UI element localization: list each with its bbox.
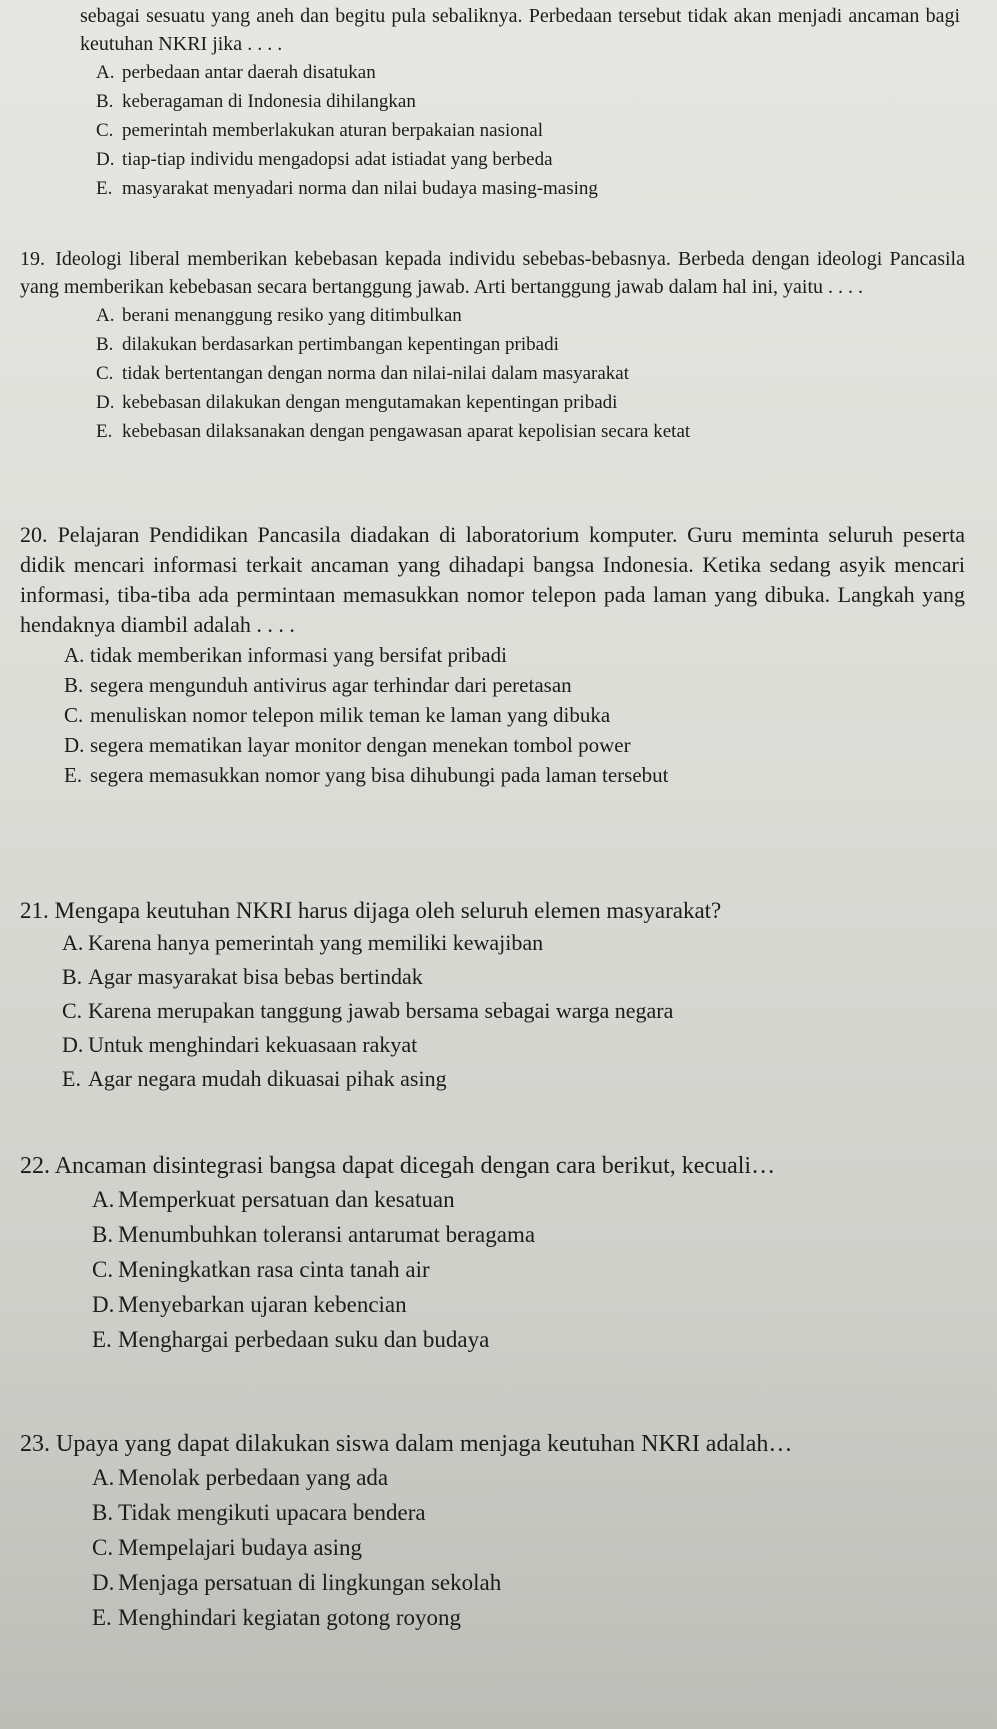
question-number: 23. <box>20 1431 50 1457</box>
question-20-stem <box>20 520 965 640</box>
option-b: B. segera mengunduh antivirus agar terhindar dari peretasan <box>64 673 572 697</box>
question-23 <box>20 1428 965 1635</box>
option-b: B. Menumbuhkan toleransi antarumat beragama <box>92 1222 536 1247</box>
option-c: C. Mempelajari budaya asing <box>92 1535 362 1560</box>
question-text: Pelajaran Pendidikan Pancasila diadakan di laboratorium komputer. Guru meminta seluruh peserta didik mencari informasi terkait ancaman yang dihadapi bangsa Indonesia. Ketika sedang asyik mencari informasi, tiba-tiba ada permintaan memasukkan nomor telepon pada laman yang dibuka. Langkah yang hendaknya diambil adalah . . . . <box>20 522 966 637</box>
option-d: D. Menyebarkan ujaran kebencian <box>92 1292 407 1317</box>
question-text: Ancaman disintegrasi bangsa dapat dicegah dengan cara berikut, kecuali… <box>54 1153 776 1179</box>
question-19-options <box>20 301 965 446</box>
question-number: 20. <box>20 522 48 547</box>
option-a: A. Memperkuat persatuan dan kesatuan <box>92 1187 455 1212</box>
question-21 <box>20 895 965 1096</box>
question-number: 19. <box>20 248 45 270</box>
question-23-options <box>20 1460 965 1635</box>
question-22-stem <box>20 1150 965 1182</box>
question-19 <box>20 245 965 446</box>
option-e: E. segera memasukkan nomor yang bisa dihubungi pada laman tersebut <box>64 763 669 787</box>
option-d: D. kebebasan dilakukan dengan mengutamakan kepentingan pribadi <box>96 392 618 413</box>
question-18-continuation <box>80 2 960 203</box>
question-21-stem <box>20 895 965 926</box>
option-a: A. perbedaan antar daerah disatukan <box>96 62 376 83</box>
option-e: E. kebebasan dilaksanakan dengan pengawasan aparat kepolisian secara ketat <box>96 421 691 442</box>
option-e: E. Menghargai perbedaan suku dan budaya <box>92 1327 490 1352</box>
question-number: 21. <box>20 898 49 923</box>
option-d: D. Untuk menghindari kekuasaan rakyat <box>62 1032 418 1057</box>
option-c: C. Meningkatkan rasa cinta tanah air <box>92 1257 430 1282</box>
option-e: E. Agar negara mudah dikuasai pihak asing <box>62 1066 447 1091</box>
question-22-options <box>20 1182 965 1357</box>
question-text: Mengapa keutuhan NKRI harus dijaga oleh seluruh elemen masyarakat? <box>54 898 722 923</box>
option-a: A. berani menanggung resiko yang ditimbulkan <box>96 305 462 326</box>
option-e: E. masyarakat menyadari norma dan nilai budaya masing-masing <box>96 178 598 199</box>
question-text: Upaya yang dapat dilakukan siswa dalam menjaga keutuhan NKRI adalah… <box>56 1431 793 1457</box>
option-d: D. Menjaga persatuan di lingkungan sekolah <box>92 1570 502 1595</box>
option-a: A. Karena hanya pemerintah yang memiliki kewajiban <box>62 930 544 955</box>
option-e: E. Menghindari kegiatan gotong royong <box>92 1605 462 1630</box>
option-b: B. keberagaman di Indonesia dihilangkan <box>96 91 416 112</box>
option-c: C. tidak bertentangan dengan norma dan nilai-nilai dalam masyarakat <box>96 363 629 384</box>
question-19-stem <box>20 245 965 301</box>
option-b: B. Tidak mengikuti upacara bendera <box>92 1500 426 1525</box>
question-20-options <box>20 640 965 790</box>
question-text: Ideologi liberal memberikan kebebasan kepada individu sebebas-bebasnya. Berbeda dengan ideologi Pancasila yang memberikan kebebasan secara bertanggung jawab. Arti bertanggung jawab dalam hal ini, yaitu . . . . <box>20 248 965 298</box>
option-b: B. Agar masyarakat bisa bebas bertindak <box>62 964 423 989</box>
option-a: A. tidak memberikan informasi yang bersifat pribadi <box>64 643 507 667</box>
question-22 <box>20 1150 965 1357</box>
option-c: C. menuliskan nomor telepon milik teman ke laman yang dibuka <box>64 703 611 727</box>
question-21-options <box>20 926 965 1096</box>
option-d: D. tiap-tiap individu mengadopsi adat istiadat yang berbeda <box>96 149 553 170</box>
option-c: C. Karena merupakan tanggung jawab bersama sebagai warga negara <box>62 998 674 1023</box>
option-c: C. pemerintah memberlakukan aturan berpakaian nasional <box>96 120 543 141</box>
question-number: 22. <box>20 1153 50 1179</box>
question-18-options <box>80 58 960 203</box>
option-b: B. dilakukan berdasarkan pertimbangan kepentingan pribadi <box>96 334 559 355</box>
question-23-stem <box>20 1428 965 1460</box>
option-d: D. segera mematikan layar monitor dengan menekan tombol power <box>64 733 631 757</box>
option-a: A. Menolak perbedaan yang ada <box>92 1465 389 1490</box>
question-18-text: sebagai sesuatu yang aneh dan begitu pula sebaliknya. Perbedaan tersebut tidak akan menjadi ancaman bagi keutuhan NKRI jika . . . . <box>80 5 960 55</box>
question-20 <box>20 520 965 790</box>
